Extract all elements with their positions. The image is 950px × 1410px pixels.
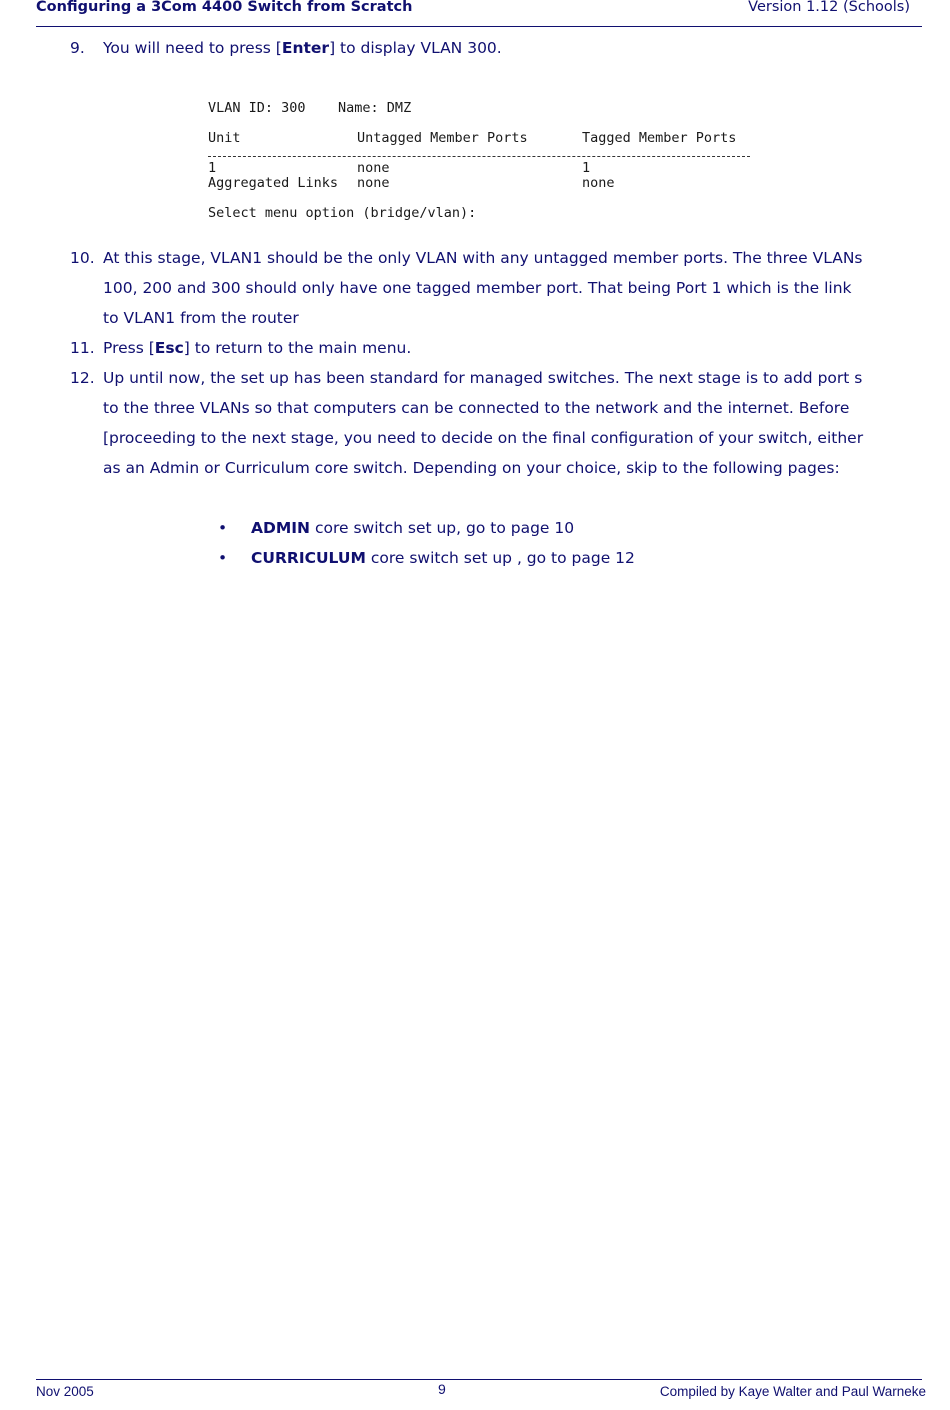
- option-description: core switch set up, go to page 10: [310, 519, 575, 537]
- page-footer: [36, 1379, 926, 1408]
- text-line: Up until now, the set up has been standard for managed switches. The next stage is to add port s: [103, 369, 863, 387]
- option-name: ADMIN: [251, 519, 311, 537]
- terminal-divider: [208, 156, 750, 157]
- step-text-part: ] to display VLAN 300.: [329, 39, 502, 57]
- step-number: 10.: [70, 249, 95, 267]
- bullet-icon: •: [218, 549, 228, 567]
- document-version: Version 1.12 (Schools): [748, 0, 910, 15]
- column-unit: Unit: [208, 130, 241, 146]
- row-aggregated: Aggregated Links: [208, 175, 339, 191]
- text-line: At this stage, VLAN1 should be the only VLAN with any untagged member ports. The three VLANs: [103, 249, 863, 267]
- footer-date: Nov 2005: [36, 1384, 94, 1399]
- menu-prompt: Select menu option (bridge/vlan):: [208, 205, 477, 221]
- list-item: [218, 543, 818, 573]
- option-name: CURRICULUM: [251, 549, 366, 567]
- row-unit-1-tagged: 1: [582, 160, 591, 176]
- page-header: [36, 0, 922, 27]
- column-tagged: Tagged Member Ports: [582, 130, 737, 146]
- step-text-part: ] to return to the main menu.: [183, 339, 412, 357]
- step-10: [70, 243, 920, 333]
- terminal-screenshot: [200, 94, 755, 228]
- step-number: 9.: [70, 39, 85, 57]
- step-11: [70, 333, 920, 363]
- list-item: [218, 513, 818, 543]
- step-number: 11.: [70, 339, 95, 357]
- step-number: 12.: [70, 369, 95, 387]
- vlan-id-line: VLAN ID: 300 Name: DMZ: [208, 100, 412, 116]
- text-line: 100, 200 and 300 should only have one tagged member port. That being Port 1 which is the link: [103, 279, 852, 297]
- column-untagged: Untagged Member Ports: [357, 130, 528, 146]
- step-text: [103, 363, 920, 483]
- step-text-part: Press [: [103, 339, 155, 357]
- option-description: core switch set up , go to page 12: [365, 549, 635, 567]
- step-12: [70, 363, 920, 483]
- step-text: [103, 243, 920, 333]
- text-line: as an Admin or Curriculum core switch. Depending on your choice, skip to the following pages:: [103, 459, 840, 477]
- row-unit-1: 1: [208, 160, 217, 176]
- document-title: Configuring a 3Com 4400 Switch from Scratch: [36, 0, 413, 15]
- text-line: to the three VLANs so that computers can be connected to the network and the internet. Before: [103, 399, 850, 417]
- bullet-icon: •: [218, 519, 228, 537]
- key-esc: Esc: [154, 339, 184, 357]
- key-enter: Enter: [281, 39, 330, 57]
- step-text: [103, 333, 920, 363]
- page-number: 9: [438, 1381, 446, 1397]
- step-text-part: You will need to press [: [103, 39, 282, 57]
- step-text: [103, 33, 920, 63]
- footer-credit: Compiled by Kaye Walter and Paul Warneke: [659, 1384, 926, 1399]
- text-line: to VLAN1 from the router: [103, 309, 299, 327]
- step-9: [70, 33, 920, 63]
- row-aggregated-tagged: none: [582, 175, 615, 191]
- row-unit-1-untagged: none: [357, 160, 390, 176]
- page-options-list: [218, 513, 818, 573]
- row-aggregated-untagged: none: [357, 175, 390, 191]
- text-line: [proceeding to the next stage, you need to decide on the final configuration of your switch, either: [103, 429, 864, 447]
